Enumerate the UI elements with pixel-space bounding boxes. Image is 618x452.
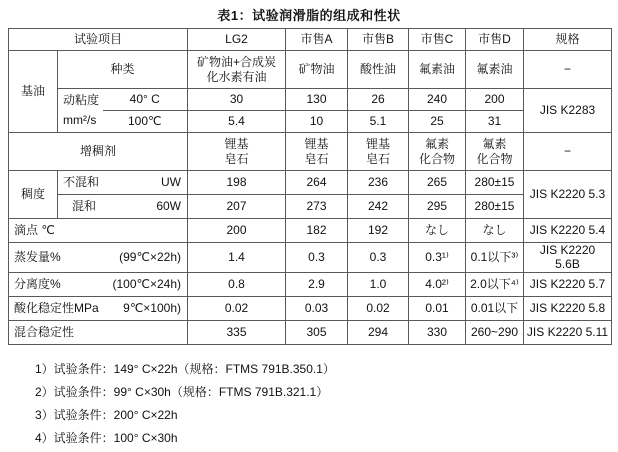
unworked-code: UW — [161, 175, 181, 190]
oil-type-label: 种类 — [58, 51, 188, 89]
base-oil-group-label: 基油 — [9, 51, 58, 133]
header-sample-a: 市售A — [286, 29, 348, 51]
viscosity-label-line1: 动粘度 — [63, 93, 100, 108]
separation-c: 4.0²⁾ — [409, 272, 466, 296]
consistency-worked-label — [58, 195, 188, 219]
base-oil-type-row — [9, 51, 612, 89]
oil-type-a: 矿物油 — [286, 51, 348, 89]
viscosity-spec: JIS K2283 — [524, 89, 612, 133]
separation-row — [9, 272, 612, 296]
visc40-lg2: 30 — [188, 89, 286, 111]
separation-a: 2.9 — [286, 272, 348, 296]
thickener-c: 氟素 化合物 — [409, 133, 466, 171]
dropping-b: 192 — [348, 219, 409, 243]
visc100-d: 31 — [466, 111, 524, 133]
consistency-unworked-row — [9, 171, 612, 195]
dropping-point-label-cell — [9, 219, 188, 243]
header-project: 试验项目 — [9, 29, 188, 51]
thickener-label: 增稠剂 — [9, 133, 188, 171]
roll-stability-lg2: 335 — [188, 320, 286, 344]
roll-stability-label-cell — [9, 320, 188, 344]
dropping-spec: JIS K2220 5.4 — [524, 219, 612, 243]
dropping-point-row — [9, 219, 612, 243]
evaporation-c: 0.3¹⁾ — [409, 243, 466, 273]
roll-stability-d: 260~290 — [466, 320, 524, 344]
oxidation-d: 0.01以下 — [466, 296, 524, 320]
temp-100-label: 100℃ — [103, 111, 188, 133]
viscosity-40-row — [9, 89, 612, 111]
dropping-lg2: 200 — [188, 219, 286, 243]
roll-stability-row — [9, 320, 612, 344]
dropping-point-label: 滴点 ℃ — [14, 223, 55, 238]
consistency-uw-d: 280±15 — [466, 171, 524, 195]
consistency-group-label: 稠度 — [9, 171, 58, 219]
roll-stability-c: 330 — [409, 320, 466, 344]
header-sample-c: 市售C — [409, 29, 466, 51]
evaporation-row — [9, 243, 612, 273]
oxidation-spec: JIS K2220 5.8 — [524, 296, 612, 320]
oxidation-c: 0.01 — [409, 296, 466, 320]
consistency-unworked-label — [58, 171, 188, 195]
roll-stability-b: 294 — [348, 320, 409, 344]
separation-label-cell — [9, 272, 188, 296]
worked-name: 混和 — [72, 199, 97, 214]
evaporation-label: 蒸发量% — [14, 250, 61, 265]
oil-type-lg2: 矿物油+合成炭 化水素有油 — [188, 51, 286, 89]
roll-stability-a: 305 — [286, 320, 348, 344]
consistency-spec: JIS K2220 5.3 — [524, 171, 612, 219]
consistency-w-c: 295 — [409, 195, 466, 219]
footnotes-block — [35, 360, 618, 452]
thickener-b: 锂基 皂石 — [348, 133, 409, 171]
separation-spec: JIS K2220 5.7 — [524, 272, 612, 296]
oil-type-b: 酸性油 — [348, 51, 409, 89]
consistency-w-lg2: 207 — [188, 195, 286, 219]
evaporation-label-cell — [9, 243, 188, 273]
thickener-spec: − — [524, 133, 612, 171]
evaporation-spec: JIS K2220 5.6B — [524, 243, 612, 273]
visc40-b: 26 — [348, 89, 409, 111]
oxidation-row — [9, 296, 612, 320]
separation-label: 分离度% — [14, 277, 61, 292]
footnote-1: 1）试验条件：149° C×22h（规格：FTMS 791B.350.1） — [35, 361, 335, 376]
separation-b: 1.0 — [348, 272, 409, 296]
visc100-c: 25 — [409, 111, 466, 133]
roll-stability-spec: JIS K2220 5.11 — [524, 320, 612, 344]
visc100-b: 5.1 — [348, 111, 409, 133]
consistency-uw-lg2: 198 — [188, 171, 286, 195]
evaporation-lg2: 1.4 — [188, 243, 286, 273]
unworked-name: 不混和 — [63, 175, 100, 190]
viscosity-label — [58, 89, 103, 133]
dropping-a: 182 — [286, 219, 348, 243]
footnote-4: 4）试验条件：100° C×30h — [35, 430, 178, 445]
evaporation-b: 0.3 — [348, 243, 409, 273]
thickener-lg2: 锂基 皂石 — [188, 133, 286, 171]
worked-code: 60W — [156, 199, 181, 214]
visc40-d: 200 — [466, 89, 524, 111]
consistency-w-a: 273 — [286, 195, 348, 219]
header-row — [9, 29, 612, 51]
header-sample-d: 市售D — [466, 29, 524, 51]
oxidation-b: 0.02 — [348, 296, 409, 320]
temp-40-label: 40° C — [103, 89, 188, 111]
separation-cond: (100℃×24h) — [112, 277, 181, 292]
oil-type-spec: − — [524, 51, 612, 89]
thickener-d: 氟素 化合物 — [466, 133, 524, 171]
dropping-c: なし — [409, 219, 466, 243]
thickener-a: 锂基 皂石 — [286, 133, 348, 171]
consistency-uw-a: 264 — [286, 171, 348, 195]
header-spec: 规格 — [524, 29, 612, 51]
consistency-w-b: 242 — [348, 195, 409, 219]
footnote-3: 3）试验条件：200° C×22h — [35, 407, 178, 422]
separation-d: 2.0以下⁴⁾ — [466, 272, 524, 296]
consistency-worked-row — [9, 195, 612, 219]
consistency-w-d: 280±15 — [466, 195, 524, 219]
consistency-uw-b: 236 — [348, 171, 409, 195]
dropping-d: なし — [466, 219, 524, 243]
oxidation-label-cell — [9, 296, 188, 320]
evaporation-a: 0.3 — [286, 243, 348, 273]
oxidation-cond: 9℃×100h) — [123, 301, 181, 316]
header-lg2: LG2 — [188, 29, 286, 51]
roll-stability-label: 混合稳定性 — [14, 325, 75, 340]
oil-type-c: 氟素油 — [409, 51, 466, 89]
oxidation-a: 0.03 — [286, 296, 348, 320]
separation-lg2: 0.8 — [188, 272, 286, 296]
table-title: 表1：试验润滑脂的组成和性状 — [217, 8, 401, 23]
evaporation-cond: (99℃×22h) — [119, 250, 181, 265]
viscosity-label-line2: mm²/s — [63, 112, 97, 127]
grease-properties-table — [8, 28, 612, 345]
evaporation-d: 0.1以下³⁾ — [466, 243, 524, 273]
thickener-row — [9, 133, 612, 171]
visc100-lg2: 5.4 — [188, 111, 286, 133]
visc40-a: 130 — [286, 89, 348, 111]
visc40-c: 240 — [409, 89, 466, 111]
oxidation-lg2: 0.02 — [188, 296, 286, 320]
visc100-a: 10 — [286, 111, 348, 133]
footnote-2: 2）试验条件：99° C×30h（规格：FTMS 791B.321.1） — [35, 384, 329, 399]
header-sample-b: 市售B — [348, 29, 409, 51]
consistency-uw-c: 265 — [409, 171, 466, 195]
oxidation-label: 酸化稳定性MPa — [14, 301, 99, 316]
oil-type-d: 氟素油 — [466, 51, 524, 89]
